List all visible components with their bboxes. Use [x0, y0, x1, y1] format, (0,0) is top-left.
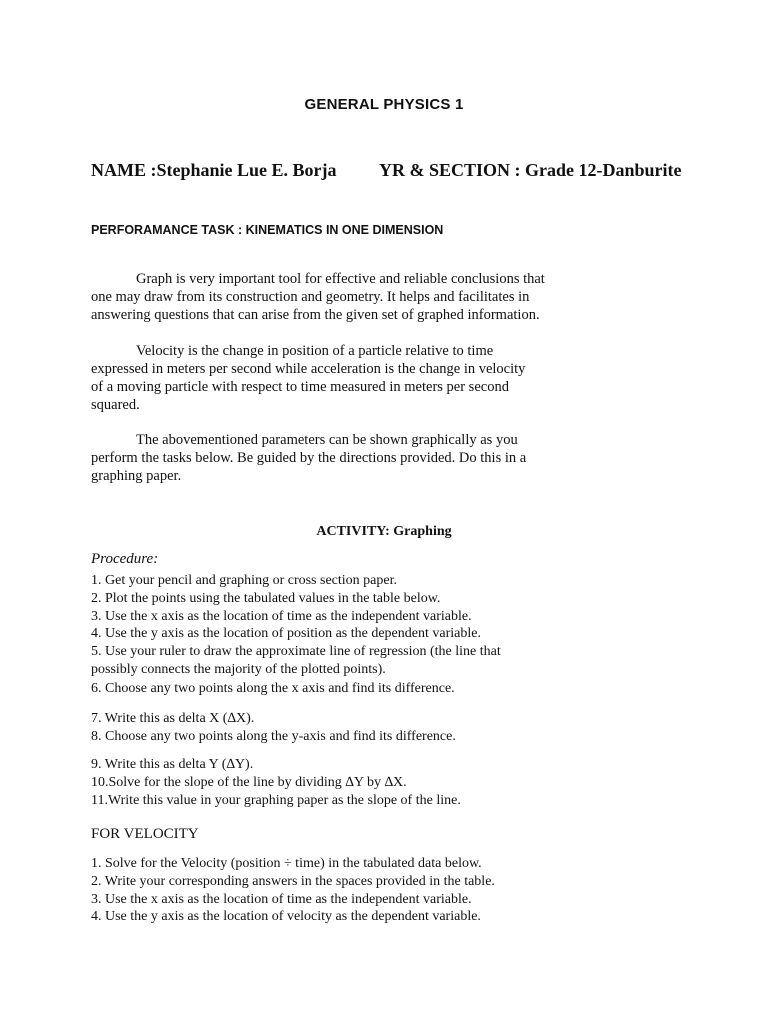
procedure-step: 4. Use the y axis as the location of position as the dependent variable. [91, 626, 481, 642]
procedure-step: 3. Use the x axis as the location of time as the independent variable. [91, 608, 472, 624]
for-velocity-label: FOR VELOCITY [91, 826, 199, 842]
paragraph-line: Velocity is the change in position of a particle relative to time [136, 343, 494, 359]
paragraph-line: squared. [91, 397, 140, 413]
procedure-step: 2. Plot the points using the tabulated values in the table below. [91, 590, 441, 606]
procedure-step: 8. Choose any two points along the y-axis and find its difference. [91, 728, 456, 744]
paragraph-parameters [91, 431, 571, 485]
paragraph-line: graphing paper. [91, 468, 182, 484]
paragraph-line: Graph is very important tool for effective and reliable conclusions that [136, 271, 545, 287]
student-name: NAME :Stephanie Lue E. Borja [91, 160, 337, 180]
velocity-step: 4. Use the y axis as the location of velocity as the dependent variable. [91, 909, 481, 925]
procedure-steps-2 [91, 710, 456, 746]
activity-heading: ACTIVITY: Graphing [316, 524, 452, 539]
paragraph-velocity [91, 342, 571, 414]
task-heading: PERFORAMANCE TASK : KINEMATICS IN ONE DIMENSION [91, 223, 444, 237]
velocity-step: 3. Use the x axis as the location of time as the independent variable. [91, 891, 472, 907]
procedure-step: 7. Write this as delta X (∆X). [91, 711, 255, 726]
paragraph-line: one may draw from its construction and geometry. It helps and facilitates in [91, 289, 530, 305]
procedure-step: 10.Solve for the slope of the line by dividing ∆Y by ∆X. [91, 774, 407, 790]
procedure-step: 5. Use your ruler to draw the approximate line of regression (the line that [91, 644, 501, 660]
page-title: GENERAL PHYSICS 1 [304, 96, 464, 113]
paragraph-line: The abovementioned parameters can be shown graphically as you [136, 432, 518, 448]
procedure-steps-1 [91, 572, 501, 698]
procedure-label: Procedure: [91, 551, 159, 567]
paragraph-line: expressed in meters per second while acceleration is the change in velocity [91, 361, 526, 377]
paragraph-line: of a moving particle with respect to time measured in meters per second [91, 379, 509, 395]
velocity-steps [91, 855, 495, 926]
velocity-step: 2. Write your corresponding answers in the spaces provided in the table. [91, 873, 495, 889]
procedure-step: 9. Write this as delta Y (∆Y). [91, 757, 254, 772]
procedure-step: possibly connects the majority of the plotted points). [91, 661, 386, 677]
procedure-step: 11.Write this value in your graphing paper as the slope of the line. [91, 792, 461, 808]
velocity-step: 1. Solve for the Velocity (position ÷ time) in the tabulated data below. [91, 856, 482, 871]
procedure-steps-3 [91, 756, 461, 809]
procedure-step: 6. Choose any two points along the x axis and find its difference. [91, 680, 455, 696]
paragraph-line: perform the tasks below. Be guided by the directions provided. Do this in a [91, 450, 527, 466]
year-section: YR & SECTION : Grade 12-Danburite [379, 160, 682, 180]
paragraph-line: answering questions that can arise from the given set of graphed information. [91, 307, 540, 323]
paragraph-graph [91, 270, 571, 324]
procedure-step: 1. Get your pencil and graphing or cross section paper. [91, 573, 397, 588]
